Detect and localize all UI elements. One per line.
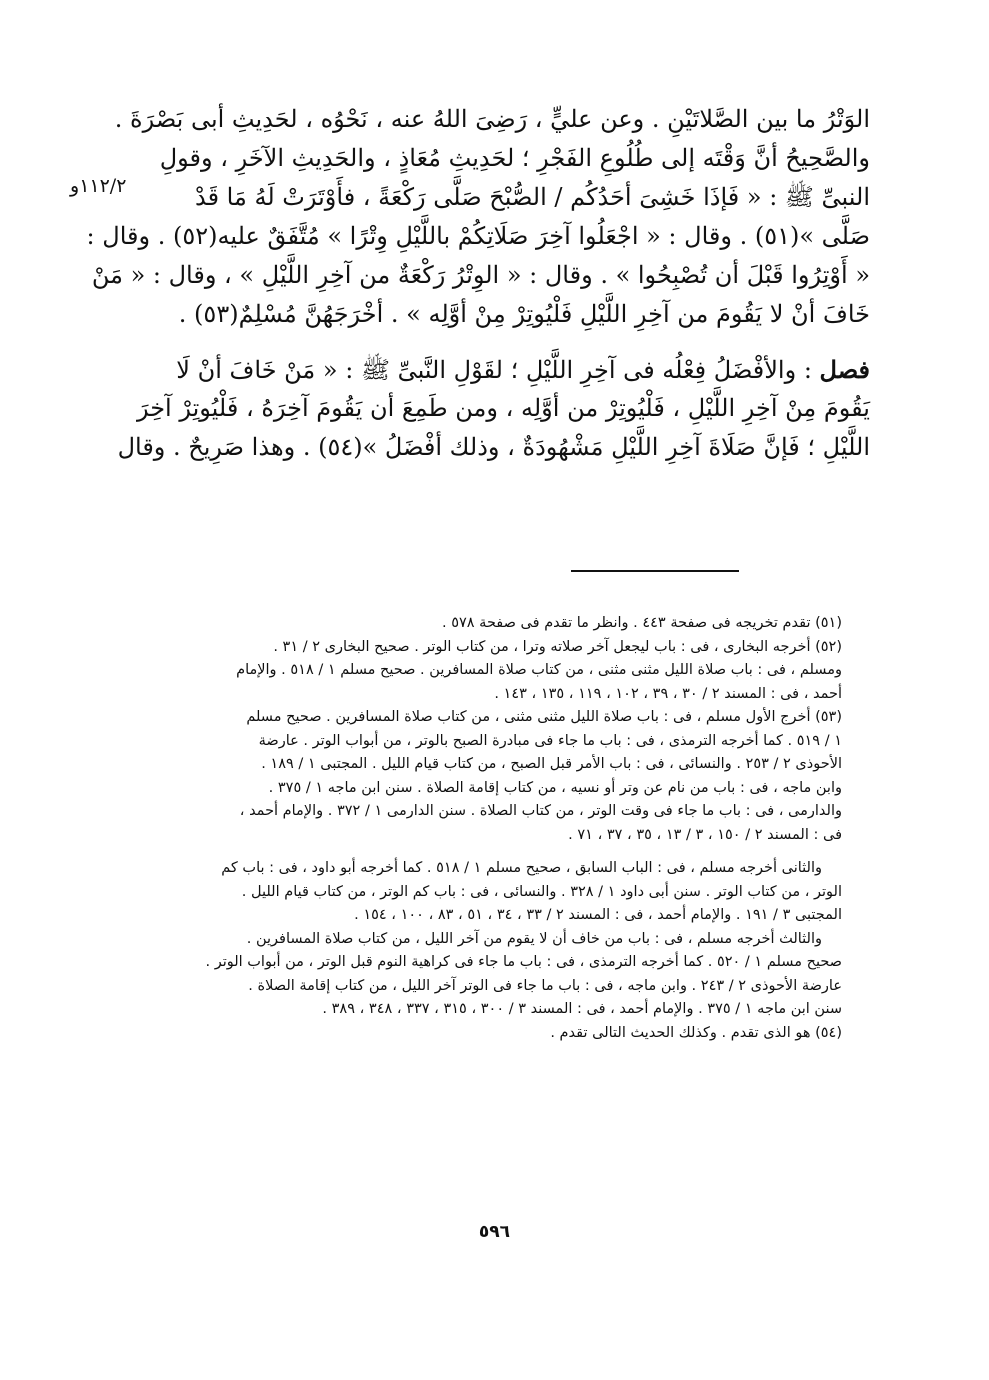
section-heading-fasl: فصل	[819, 355, 870, 384]
text-line: يَقُومَ مِنْ آخِرِ اللَّيْلِ ، فَلْيُوتِرْ من أوَّلِه ، ومن طَمِعَ أن يَقُومَ آخِرَهُ ، فَلْيُوتِرْ آخِرَ	[136, 394, 870, 422]
text-line: خَافَ أنْ لا يَقُومَ من آخِرِ اللَّيْلِ فَلْيُوتِرْ مِنْ أوَّلِه » . أخْرَجَهُنَّ مُسْلِمٌ(٥٣) .	[178, 300, 870, 328]
text-line: اللَّيْلِ ؛ فَإنَّ صَلَاةَ آخِرِ اللَّيْلِ مَشْهُودَةٌ ، وذلك أفْضَلُ »(٥٤) . وهذا صَرِيحٌ . وقال	[117, 433, 870, 461]
footnote-53-second	[170, 857, 842, 928]
text-line: الوَتْرُ ما بين الصَّلاتَيْنِ . وعن عليٍّ ، رَضِىَ اللهُ عنه ، نَحْوُه ، لحَدِيثِ أبى بَصْرَةَ .	[114, 105, 870, 133]
footnote-line: ومسلم ، فى : باب صلاة الليل مثنى مثنى ، من كتاب صلاة المسافرين . صحيح مسلم ١ / ٥١٨ . والإمام	[236, 662, 842, 678]
footnote-line: عارضة الأحوذى ٢ / ٢٤٣ . وابن ماجه ، فى : باب ما جاء فى الوتر آخر الليل ، من كتاب إقامة الصلاة .	[248, 977, 842, 994]
text-line: صَلَّى »(٥١) . وقال : « اجْعَلُوا آخِرَ صَلَاتِكُمْ باللَّيْلِ وِتْرًا » مُتَّفَقٌ عليه(٥٢) . وقال :	[86, 222, 870, 250]
text-line: النبىِّ ﷺ : « فَإذَا خَشِىَ أحَدُكُم / الصُّبْحَ صَلَّى رَكْعَةً ، فأَوْتَرَتْ لَهُ مَا قَدْ	[194, 183, 870, 211]
footnote-divider	[571, 570, 739, 572]
footnote-line: والثالث أخرجه مسلم ، فى : باب من خاف أن لا يقوم من آخر الليل ، من كتاب صلاة المسافرين .	[246, 930, 822, 947]
footnote-spacer	[170, 847, 842, 857]
footnote-51	[170, 612, 842, 636]
footnote-line: الأحوذى ٢ / ٢٥٣ . والنسائى ، فى : باب الأمر قبل الصبح ، من كتاب قيام الليل . المجتبى ١ / ١٨٩ .	[261, 756, 842, 772]
footnote-line: فى : المسند ٢ / ١٥٠ ، ٣ / ١٣ ، ٣٥ ، ٣٧ ، ٧١ .	[568, 826, 842, 843]
footnote-line: (٥٤) هو الذى تقدم . وكذلك الحديث التالى تقدم .	[550, 1024, 842, 1041]
paragraph-2	[117, 350, 870, 467]
footnote-line: سنن ابن ماجه ١ / ٣٧٥ . والإمام أحمد ، فى : المسند ٣ / ٣٠٠ ، ٣١٥ ، ٣٣٧ ، ٣٤٨ ، ٣٨٩ .	[322, 1001, 842, 1017]
footnote-line: (٥١) تقدم تخريجه فى صفحة ٤٤٣ . وانظر ما تقدم فى صفحة ٥٧٨ .	[441, 615, 842, 631]
footnote-line: أحمد ، فى : المسند ٢ / ٣٠ ، ٣٩ ، ١٠٢ ، ١١٩ ، ١٣٥ ، ١٤٣ .	[494, 685, 842, 702]
footnote-52	[170, 636, 842, 707]
page-number: ٥٩٦	[478, 1222, 511, 1242]
footnotes-section	[170, 612, 842, 1045]
paragraph-spacer	[150, 334, 870, 350]
text-line: « أَوْتِرُوا قَبْلَ أن تُصْبِحُوا » . وقال : « الوِتْرُ رَكْعَةٌ من آخِرِ اللَّيْلِ » ، وقال : « مَنْ	[91, 261, 870, 289]
footnote-line: الوتر ، من كتاب الوتر . سنن أبى داود ١ / ٣٢٨ . والنسائى ، فى : باب كم الوتر ، من كتاب قيام الليل .	[241, 883, 842, 900]
footnote-line: ١ / ٥١٩ . كما أخرجه الترمذى ، فى : باب ما جاء فى مبادرة الصبح بالوتر ، من أبواب الوتر . عارضة	[258, 732, 842, 749]
footnote-53-third	[170, 928, 842, 1022]
text-line	[150, 350, 870, 389]
footnote-line: (٥٢) أخرجه البخارى ، فى : باب ليجعل آخر صلاته وترا ، من كتاب الوتر . صحيح البخارى ٢ / ٣١ .	[273, 638, 842, 655]
margin-folio-note: ۱۱۲/۲و	[70, 175, 127, 197]
footnote-line: المجتبى ٣ / ١٩١ . والإمام أحمد ، فى : المسند ٢ / ٣٣ ، ٣٤ ، ٥١ ، ٨٣ ، ١٠٠ ، ١٥٤ .	[354, 907, 842, 923]
text-line: والصَّحِيحُ أنَّ وَقْتَه إلى طُلُوعِ الفَجْرِ ؛ لحَدِيثِ مُعَاذٍ ، والحَدِيثِ الآخَرِ ، وقولِ	[159, 144, 870, 172]
footnote-line: (٥٣) أخرج الأول مسلم ، فى : باب صلاة الليل مثنى مثنى ، من كتاب صلاة المسافرين . صحيح مسلم	[246, 709, 842, 725]
footnote-54	[170, 1022, 842, 1046]
footnote-line: والدارمى ، فى : باب ما جاء فى وقت الوتر ، من كتاب الصلاة . سنن الدارمى ١ / ٣٧٢ . والإمام أحمد ،	[239, 803, 842, 819]
text-line-rest: : والأفْضَلُ فِعْلُه فى آخِرِ اللَّيْلِ ؛ لقَوْلِ النَّبىِّ ﷺ : « مَنْ خَافَ أنْ لَا	[176, 356, 820, 384]
footnote-line: والثانى أخرجه مسلم ، فى : الباب السابق ، صحيح مسلم ١ / ٥١٨ . كما أخرجه أبو داود ، فى : باب كم	[221, 860, 822, 876]
footnote-line: صحيح مسلم ١ / ٥٢٠ . كما أخرجه الترمذى ، فى : باب ما جاء فى كراهية النوم قبل الوتر ، من أبواب الوتر .	[205, 954, 842, 970]
footnote-line: وابن ماجه ، فى : باب من نام عن وتر أو نسيه ، من كتاب إقامة الصلاة . سنن ابن ماجه ١ / ٣٧٥ .	[268, 779, 842, 796]
footnote-53	[170, 706, 842, 847]
